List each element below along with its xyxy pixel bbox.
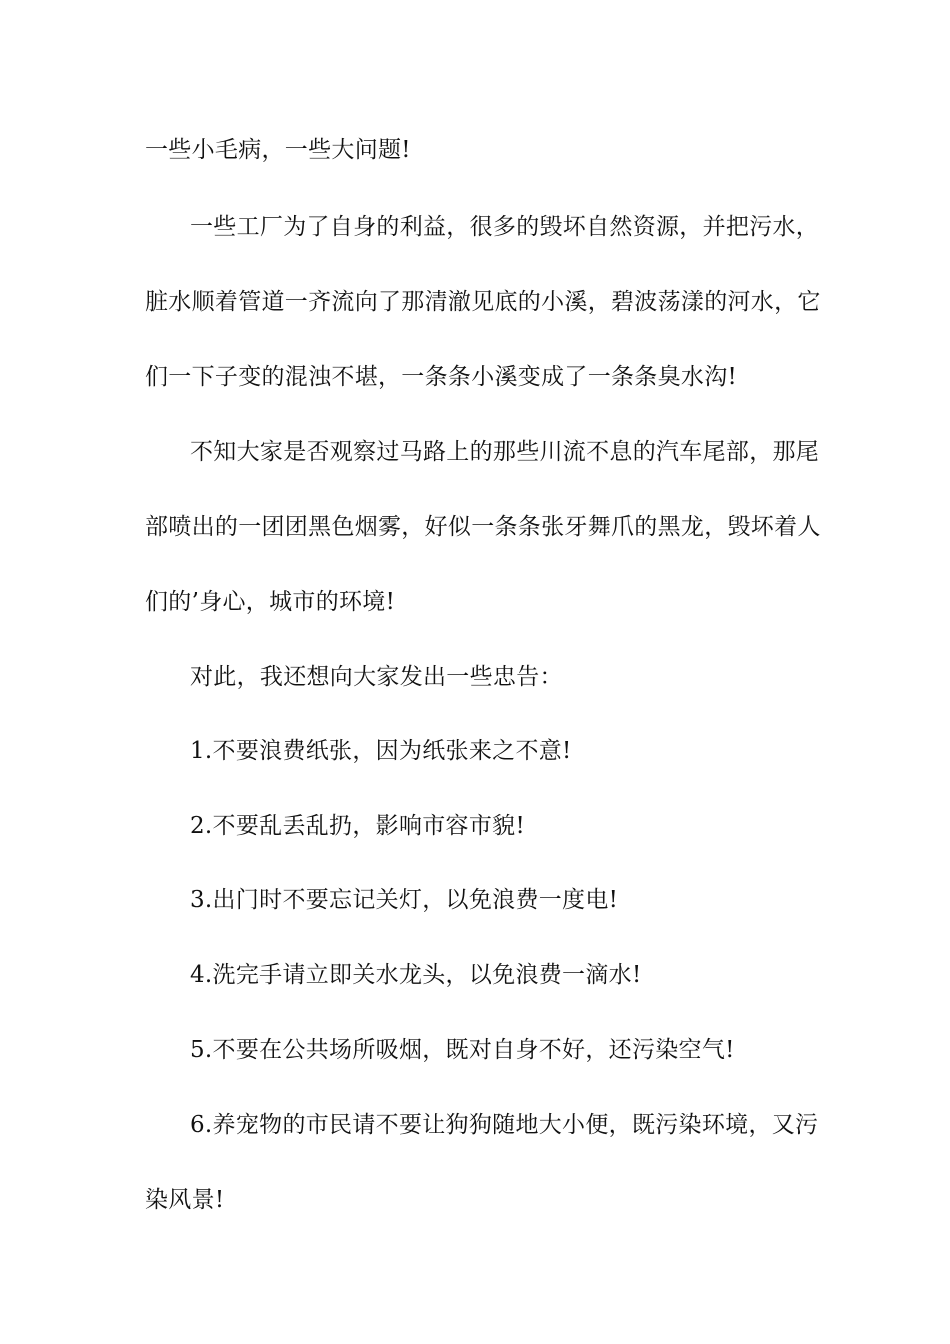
paragraph-cars-line-2: 部喷出的一团团黑色烟雾，好似一条条张牙舞爪的黑龙，毁坏着人 bbox=[145, 514, 821, 540]
paragraph-factories-line-3: 们一下子变的混浊不堪，一条条小溪变成了一条条臭水沟! bbox=[145, 364, 738, 390]
advice-item-3: 3.出门时不要忘记关灯，以免浪费一度电! bbox=[190, 887, 619, 913]
paragraph-cars-line-3: 们的’身心，城市的环境! bbox=[145, 589, 396, 615]
paragraph-cars-line-1: 不知大家是否观察过马路上的那些川流不息的汽车尾部，那尾 bbox=[190, 439, 820, 465]
paragraph-factories-line-2: 脏水顺着管道一齐流向了那清澈见底的小溪，碧波荡漾的河水，它 bbox=[145, 289, 821, 315]
paragraph-factories-line-1: 一些工厂为了自身的利益，很多的毁坏自然资源，并把污水， bbox=[190, 214, 820, 240]
advice-item-6-line-1: 6.养宠物的市民请不要让狗狗随地大小便，既污染环境，又污 bbox=[190, 1112, 819, 1138]
advice-item-6-line-2: 染风景! bbox=[145, 1187, 225, 1213]
advice-item-5: 5.不要在公共场所吸烟，既对自身不好，还污染空气! bbox=[190, 1037, 735, 1063]
advice-item-2: 2.不要乱丢乱扔，影响市容市貌! bbox=[190, 813, 525, 839]
text-line-1: 一些小毛病，一些大问题! bbox=[145, 137, 411, 163]
advice-item-4: 4.洗完手请立即关水龙头，以免浪费一滴水! bbox=[190, 962, 642, 988]
advice-item-1: 1.不要浪费纸张，因为纸张来之不意! bbox=[190, 738, 572, 764]
advice-intro: 对此，我还想向大家发出一些忠告： bbox=[190, 664, 563, 690]
